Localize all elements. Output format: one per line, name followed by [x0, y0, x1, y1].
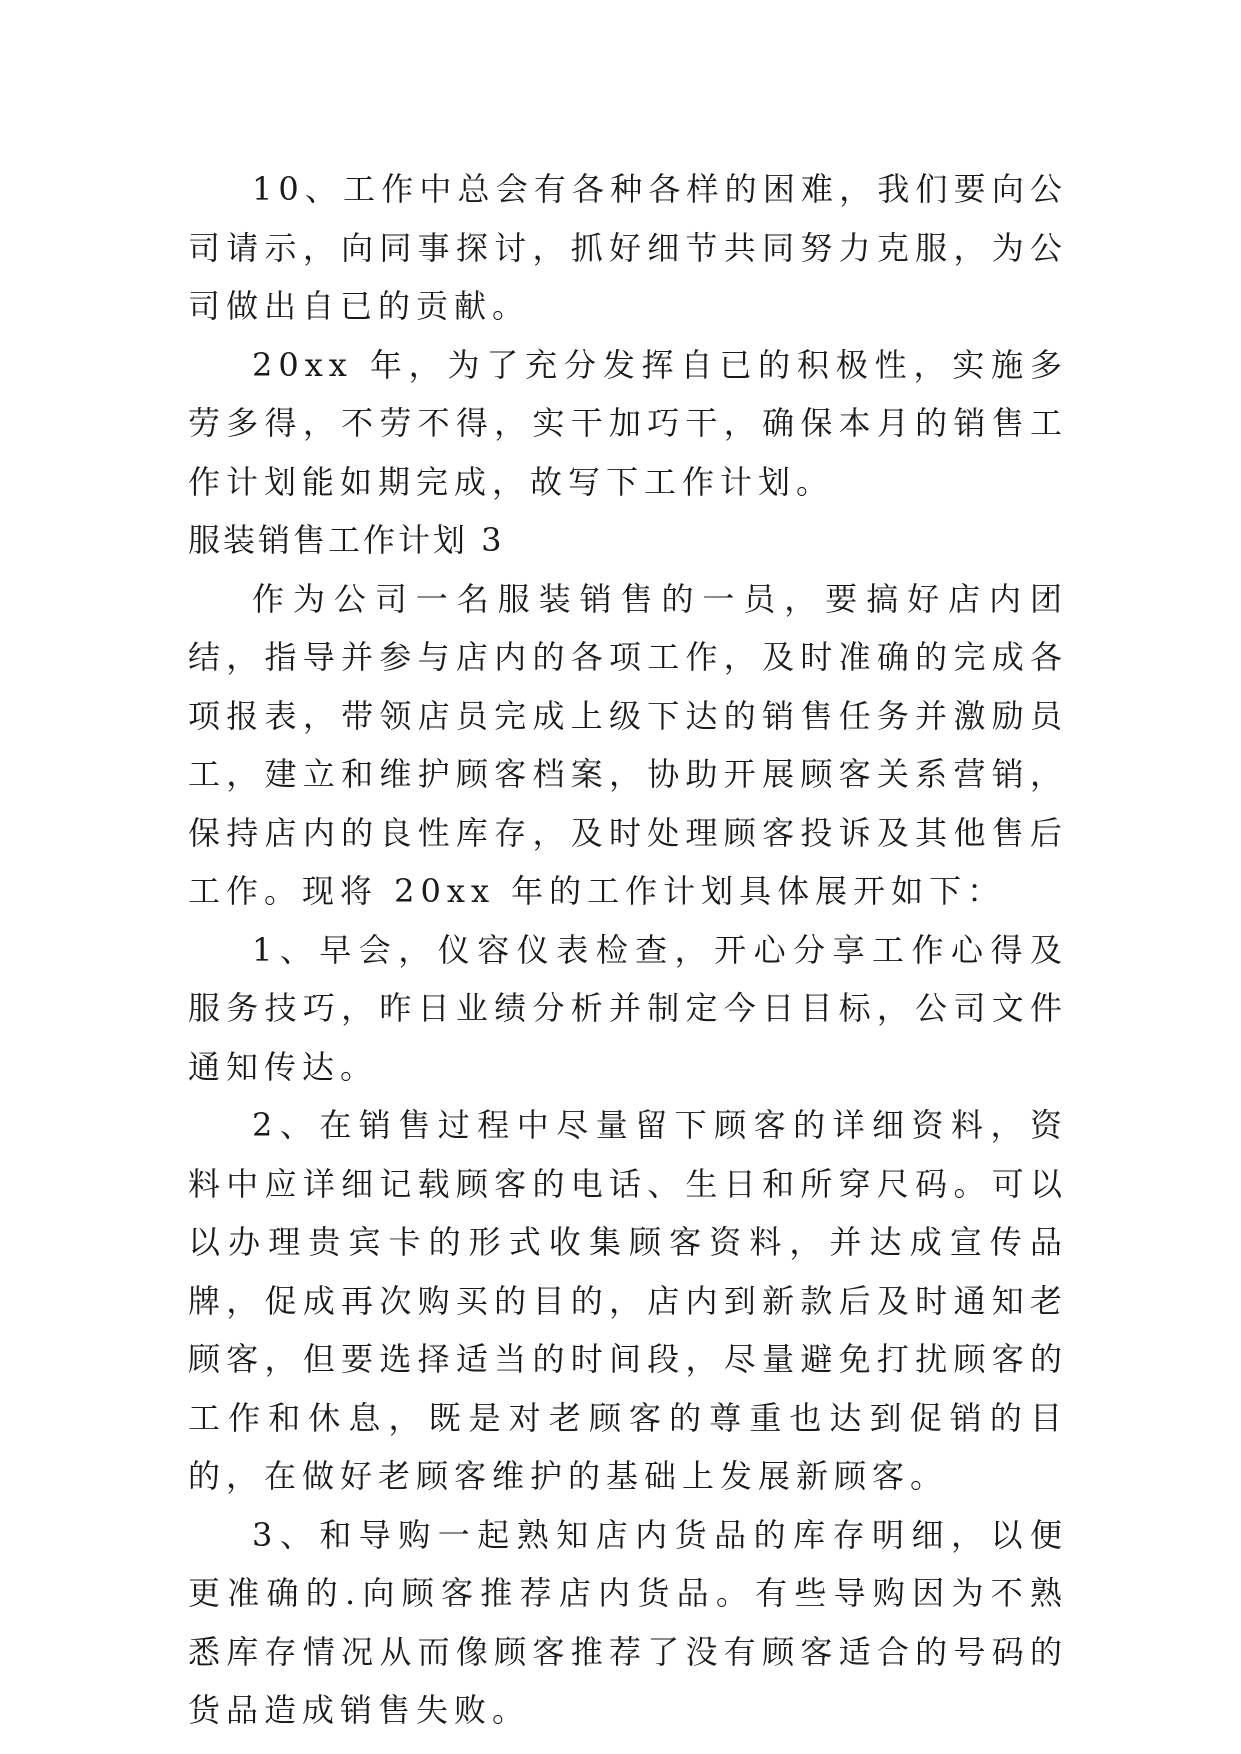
paragraph-year-plan-intro: 20xx 年，为了充分发挥自已的积极性，实施多劳多得，不劳不得，实干加巧干，确保本月的销售工作计划能如期完成，故写下工作计划。 — [188, 345, 1068, 501]
paragraph-item-1: 1、早会，仪容仪表检查，开心分享工作心得及服务技巧，昨日业绩分析并制定今日目标，公司文件通知传达。 — [188, 930, 1068, 1086]
paragraph-item-10: 10、工作中总会有各种各样的困难，我们要向公司请示，向同事探讨，抓好细节共同努力克服，为公司做出自已的贡献。 — [188, 170, 1068, 325]
paragraph-item-2: 2、在销售过程中尽量留下顾客的详细资料，资料中应详细记载顾客的电话、生日和所穿尺码。可以以办理贵宾卡的形式收集顾客资料，并达成宣传品牌，促成再次购买的目的，店内到新款后及时通知老顾客，但要选择适当的时间段，尽量避免打扰顾客的工作和休息，既是对老顾客的尊重也达到促销的目的，在做好老顾客维护的基础上发展新顾客。 — [188, 1106, 1068, 1495]
section-heading: 服装销售工作计划 3 — [188, 521, 505, 559]
document-body — [188, 160, 1068, 1740]
paragraph-item-3: 3、和导购一起熟知店内货品的库存明细，以便更准确的.向顾客推荐店内货品。有些导购因为不熟悉库存情况从而像顾客推荐了没有顾客适合的号码的货品造成销售失败。 — [188, 1515, 1068, 1729]
paragraph-role-description: 作为公司一名服装销售的一员，要搞好店内团结，指导并参与店内的各项工作，及时准确的完成各项报表，带领店员完成上级下达的销售任务并激励员工，建立和维护顾客档案，协助开展顾客关系营销，保持店内的良性库存，及时处理顾客投诉及其他售后工作。现将 20xx 年的工作计划具体展开如下： — [188, 579, 1068, 910]
